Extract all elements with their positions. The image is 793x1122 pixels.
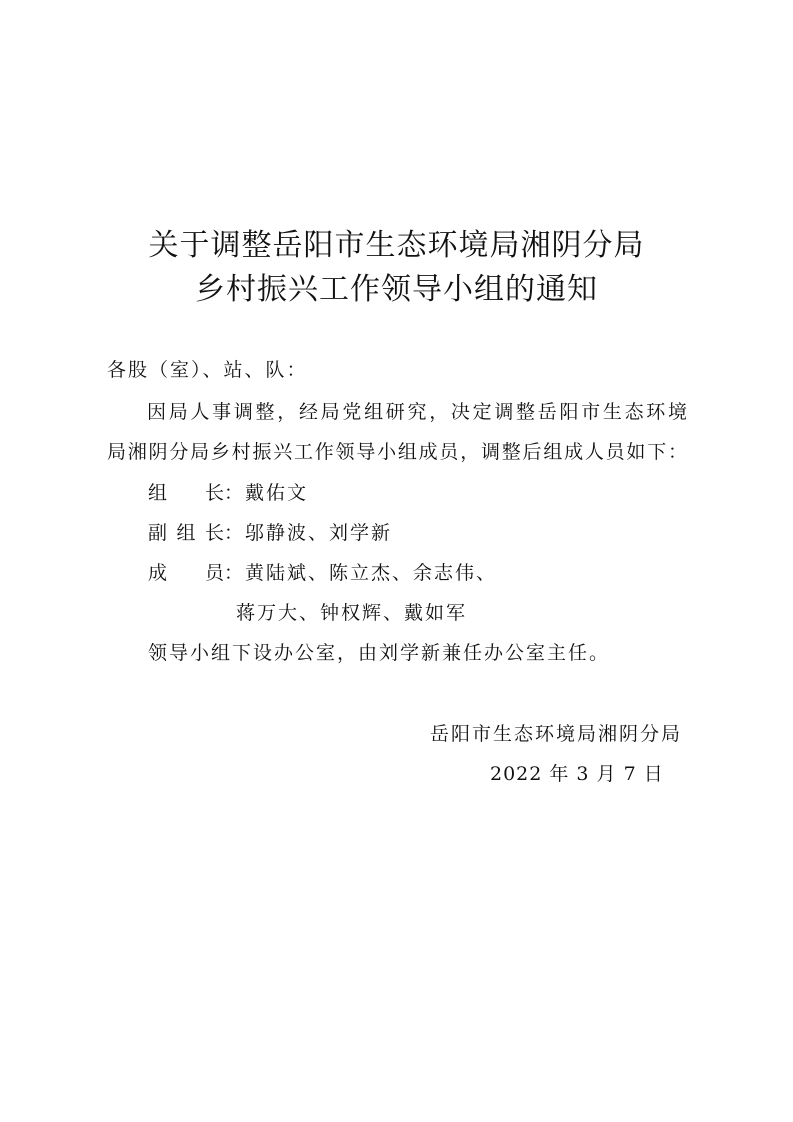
leader-label: 组长	[148, 482, 224, 504]
members-line-1: 黄陆斌、陈立杰、余志伟、	[245, 562, 498, 584]
body-paragraph-line-2: 局湘阴分局乡村振兴工作领导小组成员，调整后组成人员如下：	[107, 441, 687, 463]
deputy-label: 副组长	[148, 522, 224, 544]
members-line-2: 蒋万大、钟权辉、戴如军	[236, 602, 468, 624]
document-title-line-1: 关于调整岳阳市生态环境局湘阴分局	[148, 228, 645, 263]
document-title-line-2: 乡村振兴工作领导小组的通知	[195, 272, 598, 307]
member-colon: ：	[224, 562, 246, 584]
issuer-signature: 岳阳市生态环境局湘阴分局	[430, 723, 683, 745]
leader-name: 戴佑文	[245, 482, 309, 504]
issue-date: 2022 年 3 月 7 日	[490, 763, 664, 785]
deputy-names: 邬静波、刘学新	[245, 522, 393, 544]
deputy-row	[148, 521, 392, 545]
office-note: 领导小组下设办公室，由刘学新兼任办公室主任。	[148, 642, 611, 664]
leader-colon: ：	[224, 482, 246, 504]
body-paragraph-line-1: 因局人事调整，经局党组研究，决定调整岳阳市生态环境	[147, 401, 687, 423]
leader-row	[148, 481, 308, 505]
members-row	[148, 561, 497, 585]
member-label: 成员	[148, 562, 224, 584]
salutation: 各股（室）、站、队：	[107, 359, 308, 381]
deputy-colon: ：	[224, 522, 246, 544]
